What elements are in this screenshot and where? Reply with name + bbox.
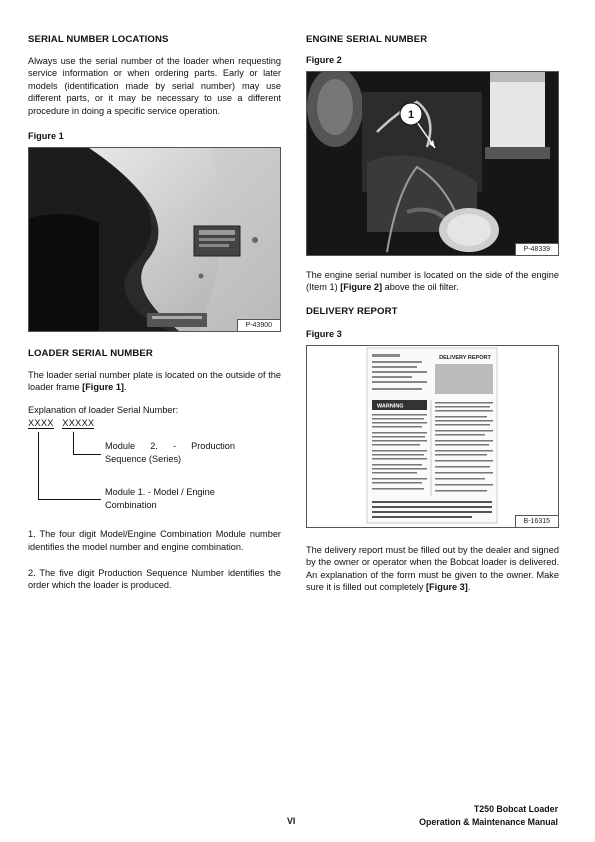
loader-frame-image — [29, 148, 280, 331]
figure1-label: Figure 1 — [28, 131, 64, 142]
connector-line — [73, 432, 74, 454]
serial-locations-text: Always use the serial number of the loader when requesting service information or when ordering parts. Early or later models (identification made by serial number) may use different parts, or it may be necessary to use a different procedure in doing a specific service operation. — [28, 56, 281, 116]
loader-serial-heading: LOADER SERIAL NUMBER — [28, 348, 153, 360]
engine-image — [307, 72, 558, 255]
page-number: VI — [287, 816, 296, 826]
engine-serial-heading: ENGINE SERIAL NUMBER — [306, 34, 428, 45]
serial-number-diagram — [28, 418, 281, 518]
form-warning: WARNING — [377, 403, 404, 410]
manual-title-line2: Operation & Maintenance Manual — [419, 816, 558, 827]
module2-label: Module 2. - Production Sequence (Series) — [105, 441, 235, 464]
right-column — [306, 34, 559, 603]
figure2-label: Figure 2 — [306, 55, 342, 65]
connector-line — [73, 454, 101, 455]
loader-serial-text: The loader serial number plate is located on the outside of the loader frame [Figure 1]. — [28, 370, 281, 393]
serial-code-sequence: XXXXX — [62, 418, 95, 429]
serial-explanation: Explanation of loader Serial Number: — [28, 404, 179, 415]
module-explanation-2: 2. The five digit Production Sequence Number identifies the order which the loader is produced. — [28, 568, 281, 591]
callout-1: 1 — [407, 109, 415, 121]
serial-locations-heading: SERIAL NUMBER LOCATIONS — [28, 34, 169, 45]
engine-serial-text: The engine serial number is located on the side of the engine (Item 1) [Figure 2] above the oil filter. — [306, 270, 559, 293]
connector-line — [38, 499, 101, 500]
delivery-report-form-image — [307, 346, 558, 527]
manual-title-line1: T250 Bobcat Loader — [473, 804, 558, 814]
serial-code-model: XXXX — [28, 418, 54, 429]
manual-title — [419, 803, 558, 828]
figure3-ref: B-16315 — [515, 515, 558, 527]
delivery-report-heading: DELIVERY REPORT — [306, 305, 398, 317]
figure1-photo — [28, 147, 281, 332]
left-column — [28, 34, 281, 602]
delivery-report-text: The delivery report must be filled out by the dealer and signed by the owner or operator when the Bobcat loader is delivered. An explanation of the form must be given to the owner. Make sure it is filled out completely [Figure 3]. — [306, 544, 559, 593]
connector-line — [38, 432, 39, 499]
module-explanation-1: 1. The four digit Model/Engine Combination Module number identifies the model number and engine combination. — [28, 529, 281, 552]
figure2-photo — [306, 71, 559, 256]
figure1-ref: P-43900 — [237, 319, 280, 331]
form-title: DELIVERY REPORT — [439, 354, 491, 361]
figure3-photo — [306, 345, 559, 528]
module1-label: Module 1. - Model / Engine Combination — [105, 487, 215, 510]
figure3-label: Figure 3 — [306, 328, 342, 339]
figure2-ref: P-48339 — [515, 243, 558, 255]
